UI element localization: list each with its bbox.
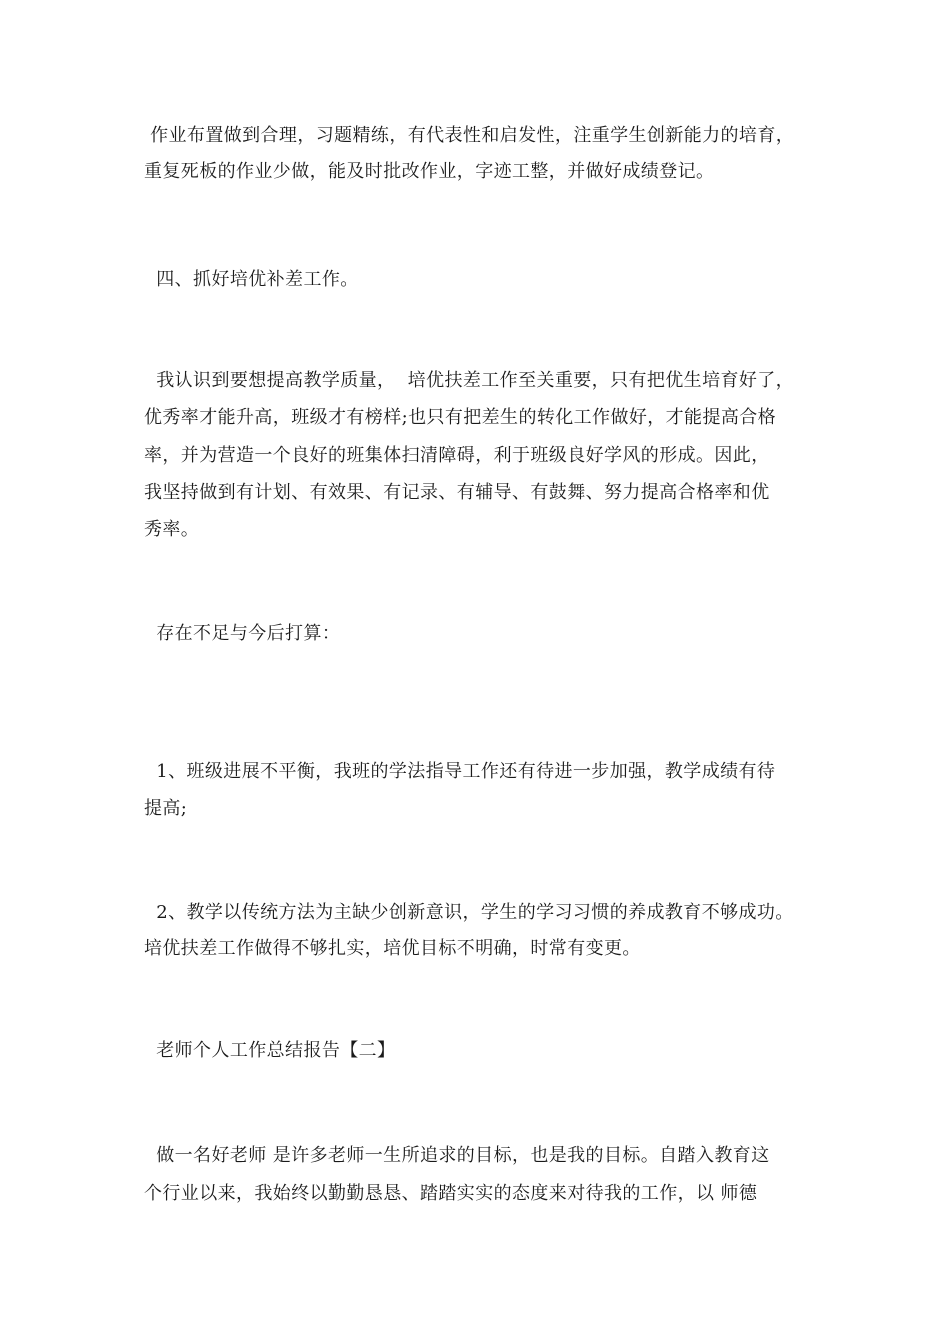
paragraph-line: 个行业以来，我始终以勤勤恳恳、踏踏实实的态度来对待我的工作，以 师德 bbox=[144, 1183, 758, 1204]
paragraph-line: 重复死板的作业少做，能及时批改作业，字迹工整，并做好成绩登记。 bbox=[144, 161, 715, 182]
list-item-line: 2、教学以传统方法为主缺少创新意识，学生的学习习惯的养成教育不够成功。 bbox=[144, 902, 794, 923]
report-title: 老师个人工作总结报告【二】 bbox=[144, 1040, 396, 1061]
list-item-line: 培优扶差工作做得不够扎实，培优目标不明确，时常有变更。 bbox=[144, 938, 641, 959]
paragraph-line: 秀率。 bbox=[144, 519, 200, 540]
paragraph-line: 做一名好老师 是许多老师一生所追求的目标，也是我的目标。自踏入教育这 bbox=[144, 1145, 770, 1166]
paragraph-line: 优秀率才能升高，班级才有榜样;也只有把差生的转化工作做好，才能提高合格 bbox=[144, 407, 777, 428]
section-heading: 四、抓好培优补差工作。 bbox=[144, 269, 359, 290]
section-heading: 存在不足与今后打算： bbox=[144, 623, 341, 644]
paragraph-line: 率，并为营造一个良好的班集体扫清障碍，利于班级良好学风的形成。因此， bbox=[144, 445, 770, 466]
list-item-line: 提高; bbox=[144, 798, 188, 819]
paragraph-line: 我认识到要想提高教学质量， 培优扶差工作至关重要，只有把优生培育好了， bbox=[144, 370, 795, 391]
paragraph-line: 我坚持做到有计划、有效果、有记录、有辅导、有鼓舞、努力提高合格率和优 bbox=[144, 482, 770, 503]
list-item-line: 1、班级进展不平衡，我班的学法指导工作还有待进一步加强，教学成绩有待 bbox=[144, 761, 776, 782]
paragraph-line: 作业布置做到合理，习题精练，有代表性和启发性，注重学生创新能力的培育， bbox=[144, 125, 795, 146]
